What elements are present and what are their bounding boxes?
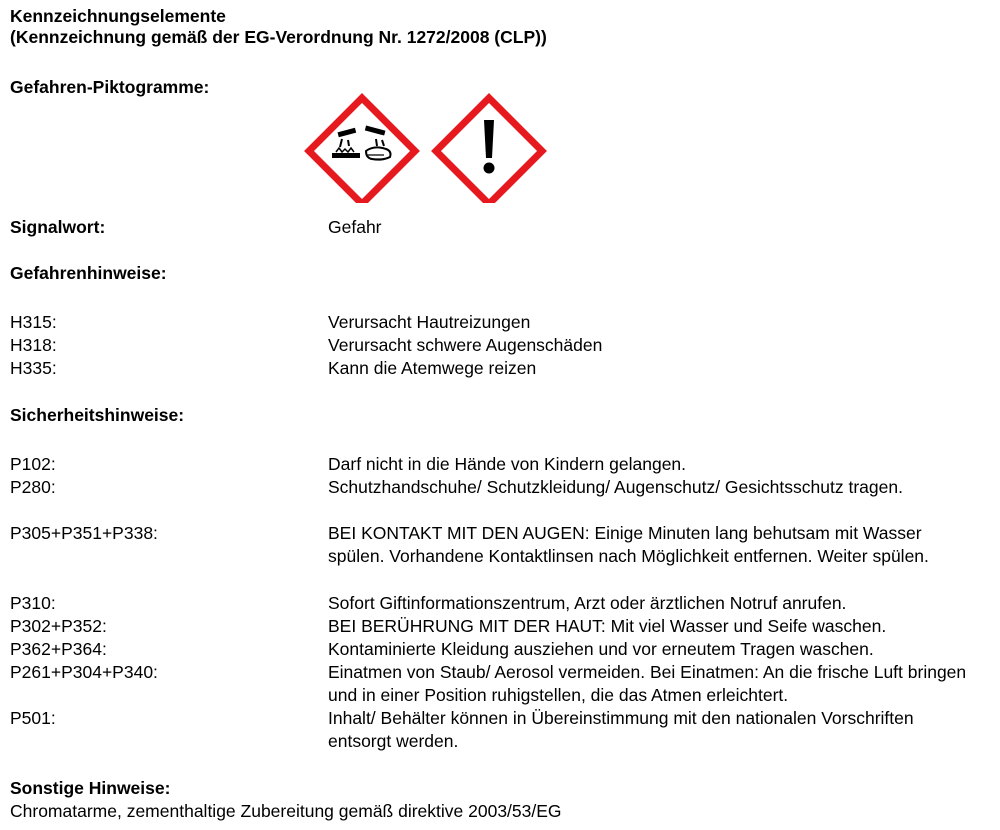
- hazard-text: Kann die Atemwege reizen: [328, 358, 537, 378]
- signal-word-value: Gefahr: [328, 217, 382, 237]
- precaution-text: BEI BERÜHRUNG MIT DER HAUT: Mit viel Wasser und Seife waschen.: [328, 616, 887, 636]
- other-notes-heading: Sonstige Hinweise:: [10, 778, 171, 798]
- precaution-code: P362+P364:: [10, 639, 107, 659]
- precaution-text: Darf nicht in die Hände von Kindern gelangen.: [328, 454, 687, 474]
- precaution-text: Inhalt/ Behälter können in Übereinstimmung mit den nationalen Vorschriften entsorgt werden.: [328, 708, 914, 751]
- precaution-statements-heading: Sicherheitshinweise:: [10, 405, 185, 425]
- document-title-line2: (Kennzeichnung gemäß der EG-Verordnung Nr. 1272/2008 (CLP)): [10, 27, 547, 47]
- hazard-code: H315:: [10, 312, 57, 332]
- precaution-text: Sofort Giftinformationszentrum, Arzt oder ärztlichen Notruf anrufen.: [328, 593, 847, 613]
- hazard-code: H318:: [10, 335, 57, 355]
- precaution-code: P310:: [10, 593, 56, 613]
- hazard-text: Verursacht schwere Augenschäden: [328, 335, 603, 355]
- exclamation-mark-icon: [436, 98, 542, 203]
- precaution-code: P305+P351+P338:: [10, 523, 158, 543]
- pictograms-label: Gefahren-Piktogramme:: [10, 77, 210, 97]
- precaution-text: BEI KONTAKT MIT DEN AUGEN: Einige Minuten lang behutsam mit Wasser spülen. Vorhandene Kontaktlinsen nach Möglichkeit entfernen. Weiter spülen.: [328, 523, 929, 566]
- hazard-code: H335:: [10, 358, 57, 378]
- corrosion-icon: [309, 98, 415, 203]
- precaution-code: P261+P304+P340:: [10, 662, 158, 682]
- other-notes-text: Chromatarme, zementhaltige Zubereitung gemäß direktive 2003/53/EG: [10, 801, 562, 821]
- precaution-text: Kontaminierte Kleidung ausziehen und vor erneutem Tragen waschen.: [328, 639, 874, 659]
- hazard-text: Verursacht Hautreizungen: [328, 312, 531, 332]
- precaution-text: Schutzhandschuhe/ Schutzkleidung/ Augenschutz/ Gesichtsschutz tragen.: [328, 477, 903, 497]
- hazard-pictograms: [302, 93, 557, 203]
- precaution-code: P280:: [10, 477, 56, 497]
- hazard-statements-heading: Gefahrenhinweise:: [10, 263, 167, 283]
- precaution-code: P501:: [10, 708, 56, 728]
- precaution-code: P302+P352:: [10, 616, 107, 636]
- precaution-code: P102:: [10, 454, 56, 474]
- signal-word-label: Signalwort:: [10, 217, 106, 237]
- precaution-text: Einatmen von Staub/ Aerosol vermeiden. Bei Einatmen: An die frische Luft bringen und in einer Position ruhigstellen, die das Atmen erleichtert.: [328, 662, 967, 705]
- document-title-line1: Kennzeichnungselemente: [10, 6, 226, 26]
